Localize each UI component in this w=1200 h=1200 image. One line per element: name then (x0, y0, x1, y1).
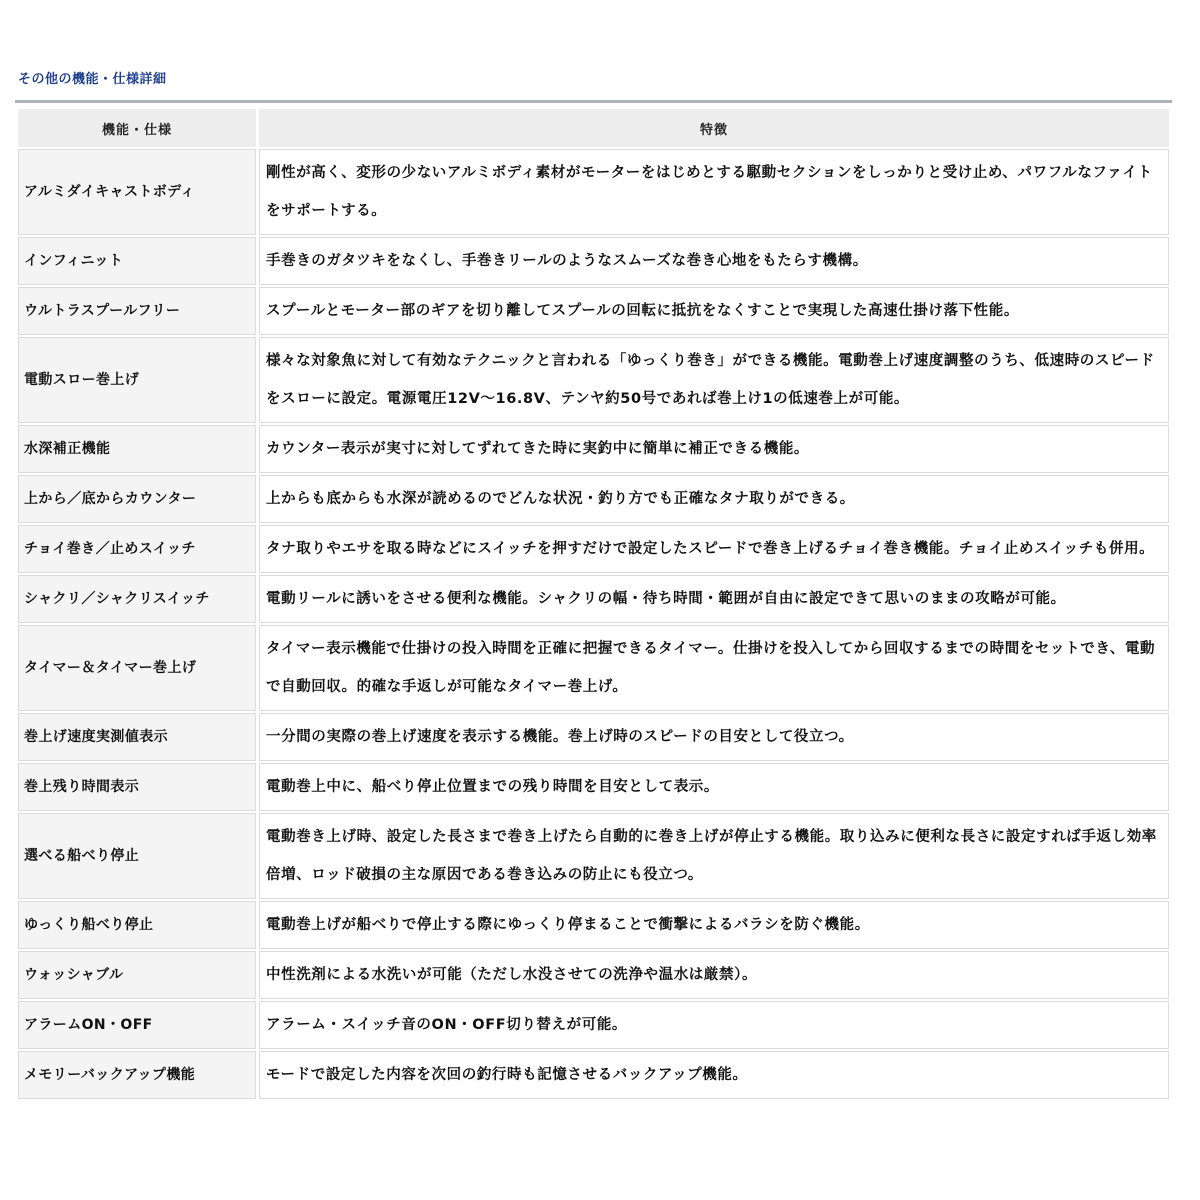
table-row (18, 575, 1169, 623)
table-row (18, 525, 1169, 573)
table-row (18, 763, 1169, 811)
feature-cell: 上から／底からカウンター (18, 475, 256, 523)
description-cell: カウンター表示が実寸に対してずれてきた時に実釣中に簡単に補正できる機能。 (259, 425, 1169, 473)
description-cell: 上からも底からも水深が読めるのでどんな状況・釣り方でも正確なタナ取りができる。 (259, 475, 1169, 523)
description-cell: タナ取りやエサを取る時などにスイッチを押すだけで設定したスピードで巻き上げるチョイ巻き機能。チョイ止めスイッチも併用。 (259, 525, 1169, 573)
table-row (18, 951, 1169, 999)
description-cell: 一分間の実際の巻上げ速度を表示する機能。巻上げ時のスピードの目安として役立つ。 (259, 713, 1169, 761)
description-cell: 電動巻上げが船べりで停止する際にゆっくり停まることで衝撃によるバラシを防ぐ機能。 (259, 901, 1169, 949)
description-cell: 電動リールに誘いをさせる便利な機能。シャクリの幅・待ち時間・範囲が自由に設定できて思いのままの攻略が可能。 (259, 575, 1169, 623)
description-cell: タイマー表示機能で仕掛けの投入時間を正確に把握できるタイマー。仕掛けを投入してから回収するまでの時間をセットでき、電動で自動回収。的確な手返しが可能なタイマー巻上げ。 (259, 625, 1169, 711)
title-divider (15, 100, 1172, 103)
table-row (18, 625, 1169, 711)
description-cell: 剛性が高く、変形の少ないアルミボディ素材がモーターをはじめとする駆動セクションをしっかりと受け止め、パワフルなファイトをサポートする。 (259, 149, 1169, 235)
description-cell: 手巻きのガタツキをなくし、手巻きリールのようなスムーズな巻き心地をもたらす機構。 (259, 237, 1169, 285)
table-row (18, 1051, 1169, 1099)
table-row (18, 287, 1169, 335)
description-cell: モードで設定した内容を次回の釣行時も記憶させるバックアップ機能。 (259, 1051, 1169, 1099)
table-row (18, 1001, 1169, 1049)
table-row (18, 475, 1169, 523)
column-header-description: 特徴 (259, 109, 1169, 147)
spec-table (15, 107, 1172, 1101)
feature-cell: メモリーバックアップ機能 (18, 1051, 256, 1099)
description-cell: 中性洗剤による水洗いが可能（ただし水没させての洗浄や温水は厳禁）。 (259, 951, 1169, 999)
description-cell: 電動巻上中に、船べり停止位置までの残り時間を目安として表示。 (259, 763, 1169, 811)
feature-cell: 水深補正機能 (18, 425, 256, 473)
feature-cell: ウォッシャブル (18, 951, 256, 999)
description-cell: 様々な対象魚に対して有効なテクニックと言われる「ゆっくり巻き」ができる機能。電動巻上げ速度調整のうち、低速時のスピードをスローに設定。電源電圧12V～16.8V、テンヤ約50号であれば巻上け1の低速巻上が可能。 (259, 337, 1169, 423)
column-header-feature: 機能・仕様 (18, 109, 256, 147)
table-header-row (18, 109, 1169, 147)
table-row (18, 237, 1169, 285)
feature-cell: 巻上げ速度実測値表示 (18, 713, 256, 761)
table-row (18, 425, 1169, 473)
table-row (18, 713, 1169, 761)
section-title: その他の機能・仕様詳細 (18, 72, 167, 87)
feature-cell: ゆっくり船べり停止 (18, 901, 256, 949)
feature-cell: アルミダイキャストボディ (18, 149, 256, 235)
description-cell: スプールとモーター部のギアを切り離してスプールの回転に抵抗をなくすことで実現した高速仕掛け落下性能。 (259, 287, 1169, 335)
feature-cell: タイマー＆タイマー巻上げ (18, 625, 256, 711)
feature-cell: 選べる船べり停止 (18, 813, 256, 899)
table-row (18, 149, 1169, 235)
table-row (18, 901, 1169, 949)
description-cell: 電動巻き上げ時、設定した長さまで巻き上げたら自動的に巻き上げが停止する機能。取り込みに便利な長さに設定すれば手返し効率倍増、ロッド破損の主な原因である巻き込みの防止にも役立つ。 (259, 813, 1169, 899)
feature-cell: ウルトラスプールフリー (18, 287, 256, 335)
feature-cell: アラームON・OFF (18, 1001, 256, 1049)
feature-cell: シャクリ／シャクリスイッチ (18, 575, 256, 623)
feature-cell: 電動スロー巻上げ (18, 337, 256, 423)
table-row (18, 337, 1169, 423)
feature-cell: チョイ巻き／止めスイッチ (18, 525, 256, 573)
description-cell: アラーム・スイッチ音のON・OFF切り替えが可能。 (259, 1001, 1169, 1049)
feature-cell: インフィニット (18, 237, 256, 285)
feature-cell: 巻上残り時間表示 (18, 763, 256, 811)
table-row (18, 813, 1169, 899)
